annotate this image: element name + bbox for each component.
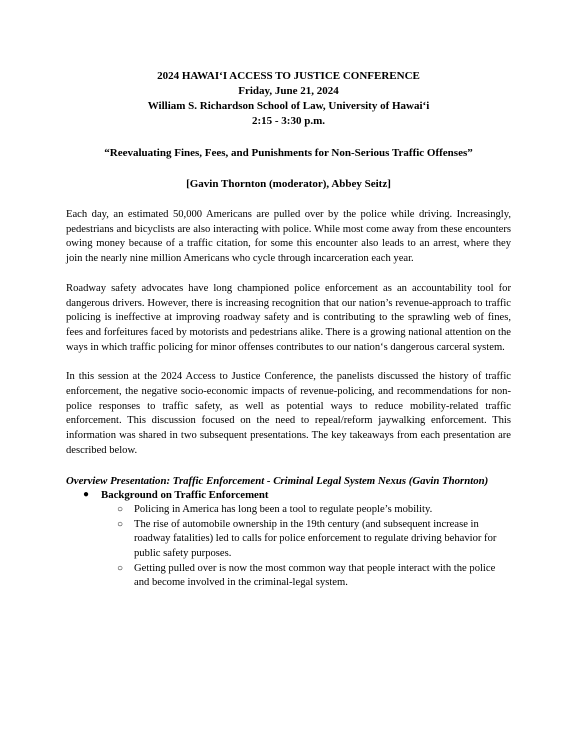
conference-date: Friday, June 21, 2024 bbox=[238, 85, 339, 97]
paragraph-intro: Each day, an estimated 50,000 Americans are pulled over by the police while driving. Increasingly, pedestrians and bicyclists are also interacting with police. While most come away from these encounters owing money because of a traffic citation, for some this encounter also leads to an arrest, where they join the nearly nine million Americans who cycle through incarceration each year. bbox=[66, 209, 511, 265]
paragraph-session: In this session at the 2024 Access to Justice Conference, the panelists discussed the history of traffic enforcement, the negative socio-economic impacts of revenue-policing, and recommendations for non-police responses to traffic safety, as well as potential ways to reduce mobility-related traffic enforcement. This discussion focused on the need to repeal/reform jaywalking enforcement. This information was shared in two subsequent presentations. The key takeaways from each presentation are described below. bbox=[66, 371, 511, 456]
list-item bbox=[101, 562, 511, 591]
list-item bbox=[101, 518, 511, 562]
session-time: 2:15 - 3:30 p.m. bbox=[251, 115, 326, 127]
sub-bullet-text: The rise of automobile ownership in the 19th century (and subsequent increase in roadway fatalities) led to calls for police enforcement to regulate driving behavior for public safety purposes. bbox=[134, 518, 497, 560]
bullet-circle-icon: ○ bbox=[117, 518, 124, 530]
session-title: “Reevaluating Fines, Fees, and Punishments for Non-Serious Traffic Offenses” bbox=[104, 147, 473, 159]
list-item bbox=[101, 503, 511, 518]
conference-header bbox=[66, 69, 511, 129]
overview-bullet-list bbox=[66, 488, 511, 591]
sub-bullet-text: Policing in America has long been a tool to regulate people’s mobility. bbox=[134, 503, 433, 515]
sub-bullet-text: Getting pulled over is now the most common way that people interact with the police and become involved in the criminal-legal system. bbox=[134, 562, 496, 589]
bullet-label: Background on Traffic Enforcement bbox=[101, 489, 269, 502]
speakers: [Gavin Thornton (moderator), Abbey Seitz] bbox=[186, 178, 391, 190]
paragraph-advocates: Roadway safety advocates have long championed police enforcement as an accountability tool for dangerous drivers. However, there is increasing recognition that our nation’s revenue-approach to traffic policing is ineffective at improving roadway safety and is contributing to the sprawling web of fines, fees and forfeitures faced by motorists and pedestrians alike. There is a growing national attention on the ways in which traffic policing for minor offenses contributes to our nation‘s dangerous carceral system. bbox=[66, 282, 511, 353]
sub-bullet-list bbox=[101, 503, 511, 591]
conference-name: 2024 HAWAIʻI ACCESS TO JUSTICE CONFERENCE bbox=[157, 70, 420, 82]
bullet-circle-icon: ○ bbox=[117, 503, 124, 515]
bullet-dot-icon: ● bbox=[83, 489, 90, 501]
list-item bbox=[66, 488, 511, 591]
overview-heading: Overview Presentation: Traffic Enforcement - Criminal Legal System Nexus (Gavin Thornton) bbox=[66, 474, 489, 487]
document-page bbox=[66, 69, 511, 591]
conference-venue: William S. Richardson School of Law, University of Hawaiʻi bbox=[147, 100, 430, 112]
bullet-circle-icon: ○ bbox=[117, 562, 124, 574]
